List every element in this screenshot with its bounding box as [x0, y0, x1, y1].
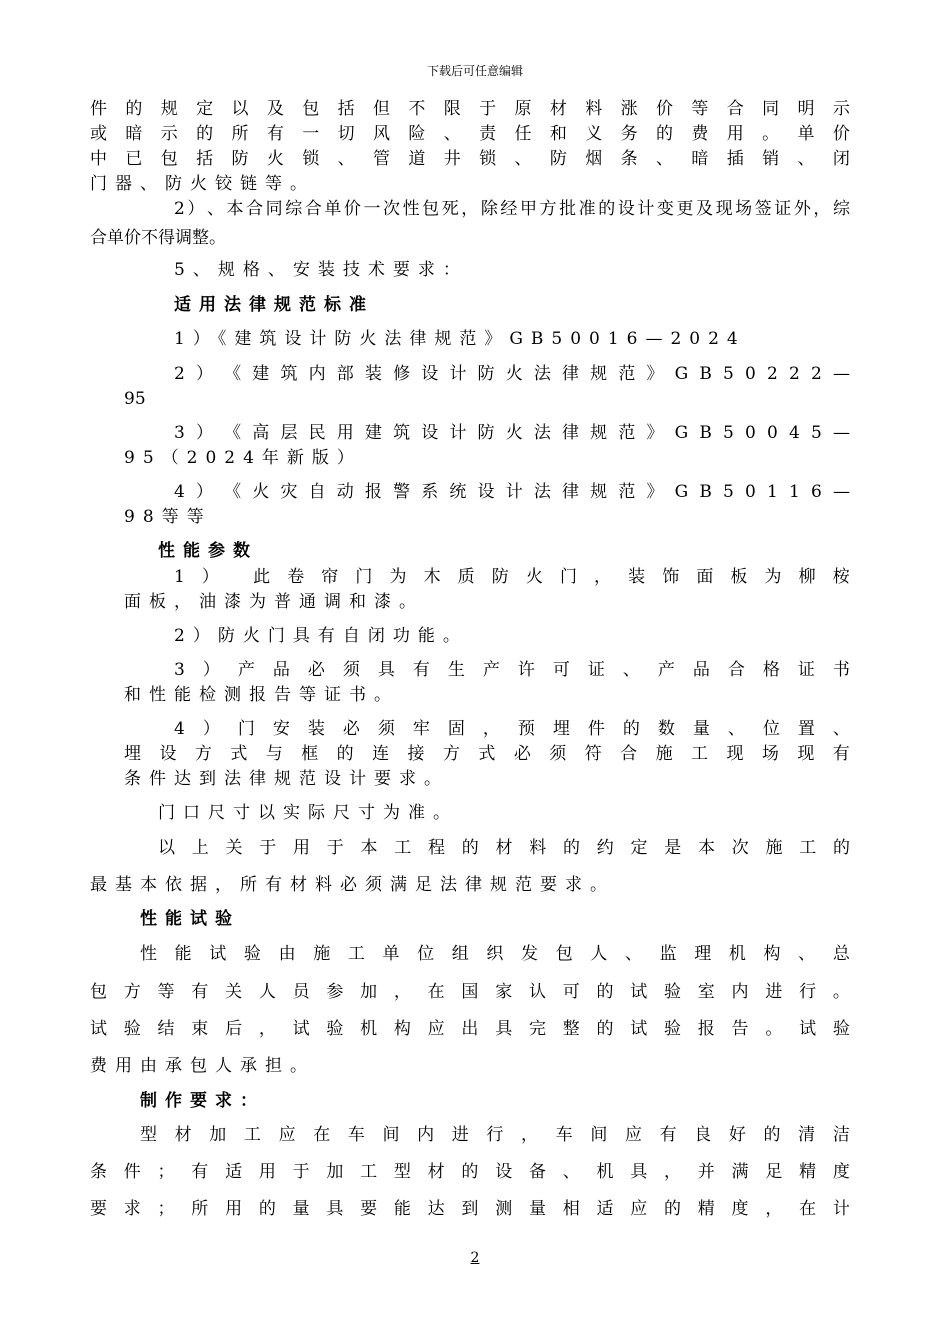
- text-line: 面板，油漆为普通调和漆。: [124, 592, 424, 612]
- text-line: 适用法律规范标准: [174, 295, 374, 315]
- text-line: 性 能 试 验 由 施 工 单 位 组 织 发 包 人 、 监 理 机 构 、 总: [140, 944, 850, 964]
- header-note: 下载后可任意编辑: [426, 64, 523, 78]
- text-line: 2 ） 《 建 筑 内 部 装 修 设 计 防 火 法 律 规 范 》 G B 5 0 2 2 2 —: [174, 364, 850, 384]
- page-number: 2: [470, 1250, 480, 1266]
- text-line: 条 件 ； 有 适 用 于 加 工 型 材 的 设 备 、 机 具 ， 并 满 足 精 度: [90, 1162, 850, 1182]
- text-line: 1 ） 此 卷 帘 门 为 木 质 防 火 门 ， 装 饰 面 板 为 柳 桉: [174, 567, 850, 587]
- text-line: 门口尺寸以实际尺寸为准。: [158, 803, 458, 823]
- text-line: 条件达到法律规范设计要求。: [124, 769, 449, 789]
- text-line: 或 暗 示 的 所 有 一 切 风 险 、 责 任 和 义 务 的 费 用 。 单 价: [90, 124, 850, 144]
- text-line: 5、规格、安装技术要求：: [174, 260, 468, 280]
- text-line: 4 ） 《 火 灾 自 动 报 警 系 统 设 计 法 律 规 范 》 G B 5 0 1 1 6 —: [174, 482, 850, 502]
- text-line: 3 ） 《 高 层 民 用 建 筑 设 计 防 火 法 律 规 范 》 G B 5 0 0 4 5 —: [174, 423, 850, 443]
- text-line: 性能参数: [158, 541, 258, 561]
- text-line: 3 ） 产 品 必 须 具 有 生 产 许 可 证 、 产 品 合 格 证 书: [174, 660, 850, 680]
- text-line: 2）防火门具有自闭功能。: [174, 626, 468, 646]
- text-line: 98等等: [124, 507, 212, 527]
- text-line: 试 验 结 束 后 ， 试 验 机 构 应 出 具 完 整 的 试 验 报 告 。 试 验: [90, 1019, 850, 1039]
- text-line: 和性能检测报告等证书。: [124, 685, 399, 705]
- text-line: 件 的 规 定 以 及 包 括 但 不 限 于 原 材 料 涨 价 等 合 同 明 示: [90, 99, 850, 119]
- text-line: 4 ） 门 安 装 必 须 牢 固 ， 预 埋 件 的 数 量 、 位 置 、: [174, 719, 850, 739]
- text-line: 要 求 ； 所 用 的 量 具 要 能 达 到 测 量 相 适 应 的 精 度 ， 在 计: [90, 1199, 850, 1219]
- text-line: 性能试验: [140, 909, 240, 929]
- text-line: 型 材 加 工 应 在 车 间 内 进 行 ， 车 间 应 有 良 好 的 清 洁: [140, 1125, 850, 1145]
- text-line: 95: [124, 389, 146, 409]
- text-line: 以 上 关 于 用 于 本 工 程 的 材 料 的 约 定 是 本 次 施 工 的: [158, 838, 850, 858]
- text-line: 包 方 等 有 关 人 员 参 加 ， 在 国 家 认 可 的 试 验 室 内 进 行 。: [90, 982, 850, 1002]
- text-line: 制作要求：: [140, 1091, 265, 1111]
- text-line: 费用由承包人承担。: [90, 1056, 315, 1076]
- text-line: 埋 设 方 式 与 框 的 连 接 方 式 必 须 符 合 施 工 现 场 现 有: [124, 744, 850, 764]
- text-line: 最基本依据，所有材料必须满足法律规范要求。: [90, 875, 615, 895]
- text-line: 95（2024年新版）: [124, 448, 362, 468]
- text-line: 中 已 包 括 防 火 锁 、 管 道 井 锁 、 防 烟 条 、 暗 插 销 、 闭: [90, 149, 850, 169]
- text-line: 合单价不得调整。: [90, 228, 226, 248]
- text-line: 门器、防火铰链等。: [90, 174, 315, 194]
- text-line: 1）《建筑设计防火法律规范》GB50016—2024: [174, 329, 746, 349]
- text-line: 2 ） 、 本 合 同 综 合 单 价 一 次 性 包 死 ， 除 经 甲 方 批 准 的 设 计 变 更 及 现 场 签 证 外 ， 综: [174, 199, 850, 219]
